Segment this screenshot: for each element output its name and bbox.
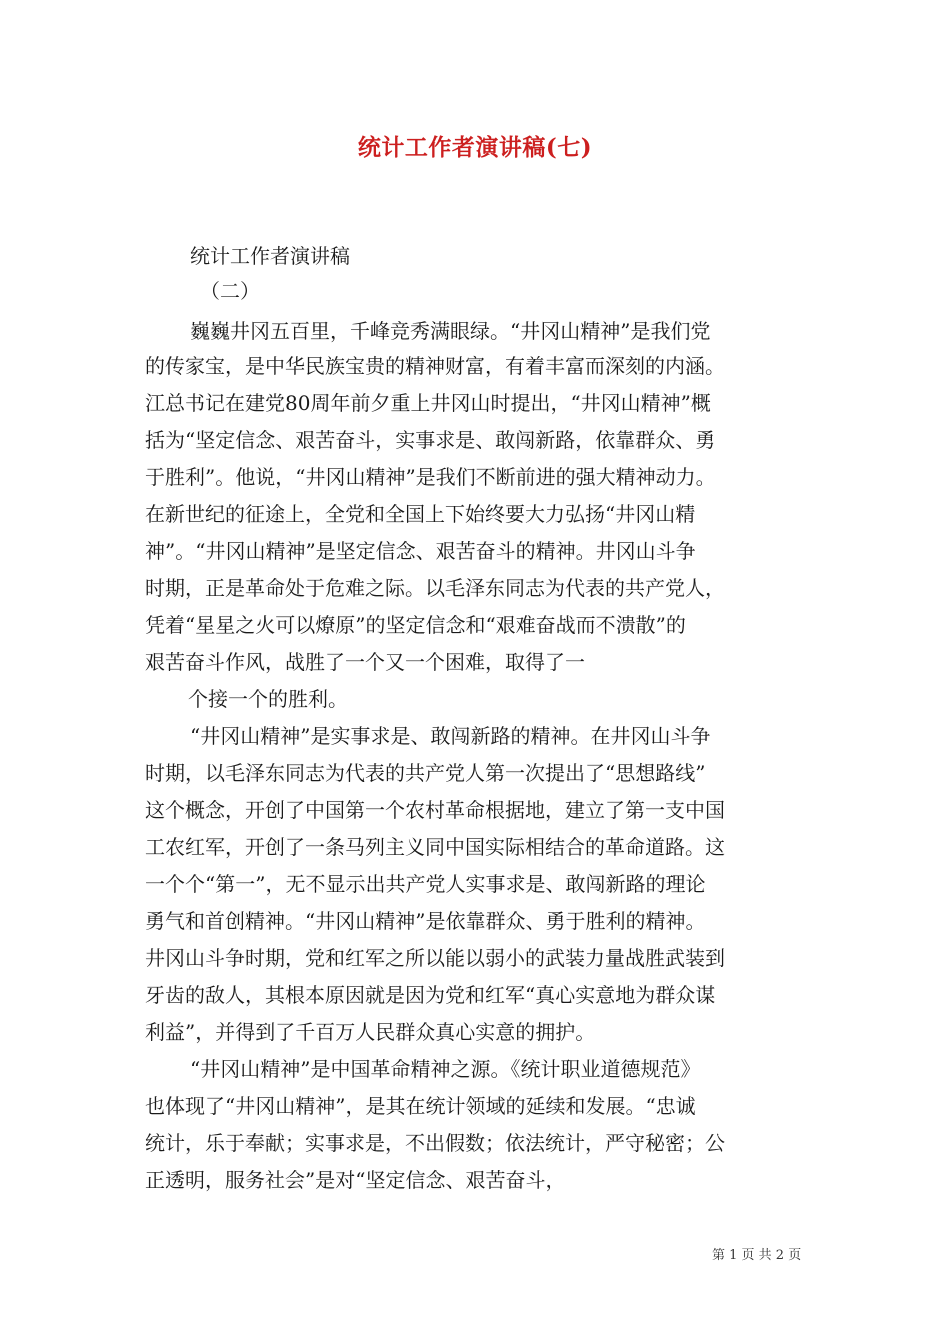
body-line: 统计，乐于奉献；实事求是，不出假数；依法统计，严守秘密；公 xyxy=(145,1131,725,1155)
body-line: 也体现了“井冈山精神”，是其在统计领域的延续和发展。“忠诚 xyxy=(145,1094,696,1118)
section-number: （二） xyxy=(200,279,260,303)
body-line: 巍巍井冈五百里，千峰竞秀满眼绿。“井冈山精神”是我们党 xyxy=(190,319,711,343)
body-line: “井冈山精神”是中国革命精神之源。《统计职业道德规范》 xyxy=(190,1057,701,1081)
body-line: “井冈山精神”是实事求是、敢闯新路的精神。在井冈山斗争 xyxy=(190,724,711,748)
body-line: 工农红军，开创了一条马列主义同中国实际相结合的革命道路。这 xyxy=(145,835,725,859)
page-number-footer: 第 1 页 共 2 页 xyxy=(712,1248,802,1263)
body-line: 正透明，服务社会”是对“坚定信念、艰苦奋斗， xyxy=(145,1168,566,1192)
body-line: 牙齿的敌人，其根本原因就是因为党和红军“真心实意地为群众谋 xyxy=(145,983,716,1007)
body-line: 江总书记在建党80周年前夕重上井冈山时提出，“井冈山精神”概 xyxy=(145,391,711,415)
body-line: 艰苦奋斗作风，战胜了一个又一个困难，取得了一 xyxy=(145,650,585,674)
body-line: 这个概念，开创了中国第一个农村革命根据地，建立了第一支中国 xyxy=(145,798,725,822)
body-line: 于胜利”。他说，“井冈山精神”是我们不断前进的强大精神动力。 xyxy=(145,465,716,489)
body-line: 的传家宝，是中华民族宝贵的精神财富，有着丰富而深刻的内涵。 xyxy=(145,354,725,378)
body-line: 时期，以毛泽东同志为代表的共产党人第一次提出了“思想路线” xyxy=(145,761,706,785)
body-line: 个接一个的胜利。 xyxy=(188,687,348,711)
body-line: 括为“坚定信念、艰苦奋斗，实事求是、敢闯新路，依靠群众、勇 xyxy=(145,428,716,452)
document-subtitle: 统计工作者演讲稿 xyxy=(190,244,350,268)
body-line: 神”。“井冈山精神”是坚定信念、艰苦奋斗的精神。井冈山斗争 xyxy=(145,539,696,563)
body-line: 在新世纪的征途上，全党和全国上下始终要大力弘扬“井冈山精 xyxy=(145,502,696,526)
body-line: 时期，正是革命处于危难之际。以毛泽东同志为代表的共产党人， xyxy=(145,576,725,600)
body-line: 井冈山斗争时期，党和红军之所以能以弱小的武装力量战胜武装到 xyxy=(145,946,725,970)
body-line: 勇气和首创精神。“井冈山精神”是依靠群众、勇于胜利的精神。 xyxy=(145,909,706,933)
body-line: 一个个“第一”，无不显示出共产党人实事求是、敢闯新路的理论 xyxy=(145,872,706,896)
body-line: 利益”，并得到了千百万人民群众真心实意的拥护。 xyxy=(145,1020,596,1044)
page-title: 统计工作者演讲稿(七) xyxy=(357,134,593,161)
body-line: 凭着“星星之火可以燎原”的坚定信念和“艰难奋战而不溃散”的 xyxy=(145,613,686,637)
